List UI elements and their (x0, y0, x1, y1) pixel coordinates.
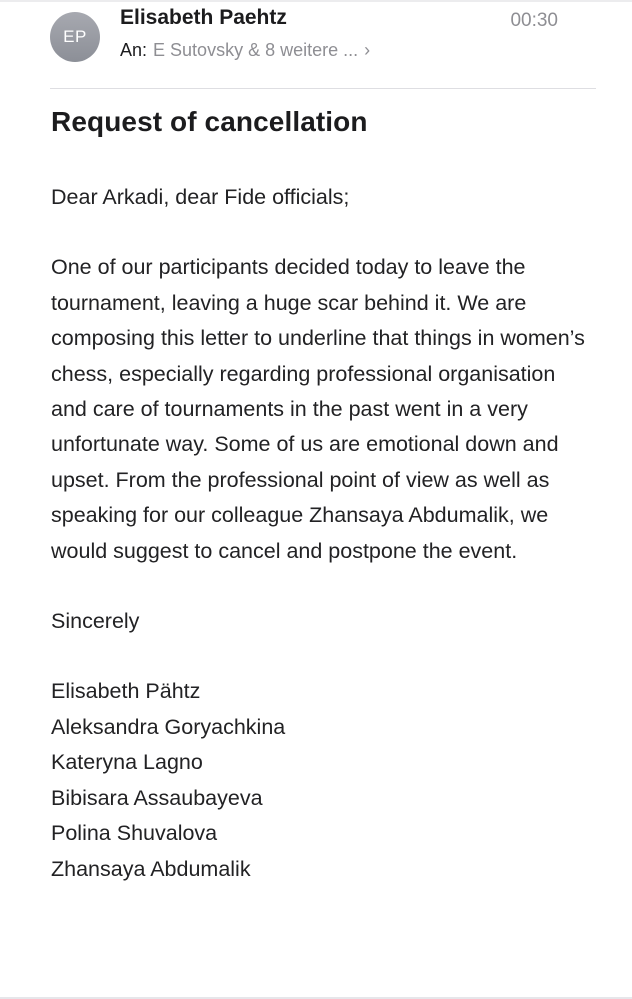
email-subject: Request of cancellation (51, 106, 368, 137)
email-body (51, 180, 596, 887)
chevron-right-icon[interactable]: › (364, 40, 371, 60)
signatory-item: Polina Shuvalova (51, 821, 218, 846)
recipients-value[interactable]: E Sutovsky & 8 weitere ... (153, 40, 359, 60)
email-paragraph: One of our participants decided today to leave the tournament, leaving a huge scar behind it. We are composing this letter to underline that things in women’s chess, especially regarding professional organisation and care of tournaments in the past went in a very unfortunate way. Some of us are emotional down and upset. From the professional point of view as well as speaking for our colleague Zhansaya Abdumalik, we would suggest to cancel and postpone the event. (51, 255, 585, 563)
header-divider (50, 88, 596, 89)
signatory-item: Aleksandra Goryachkina (51, 714, 286, 739)
signatory-item: Bibisara Assaubayeva (51, 785, 263, 810)
signatory-item: Kateryna Lagno (51, 750, 203, 775)
email-header (0, 0, 632, 90)
recipients-label: An: (120, 40, 148, 60)
sender-name[interactable]: Elisabeth Paehtz (120, 6, 287, 29)
email-time: 00:30 (510, 10, 558, 31)
recipients-line[interactable] (120, 40, 370, 61)
signatory-list (51, 674, 596, 886)
email-greeting: Dear Arkadi, dear Fide officials; (51, 185, 350, 209)
sender-avatar[interactable]: EP (50, 12, 100, 62)
signatory-item: Elisabeth Pähtz (51, 679, 201, 704)
email-closing: Sincerely (51, 609, 140, 634)
signatory-item: Zhansaya Abdumalik (51, 856, 251, 881)
